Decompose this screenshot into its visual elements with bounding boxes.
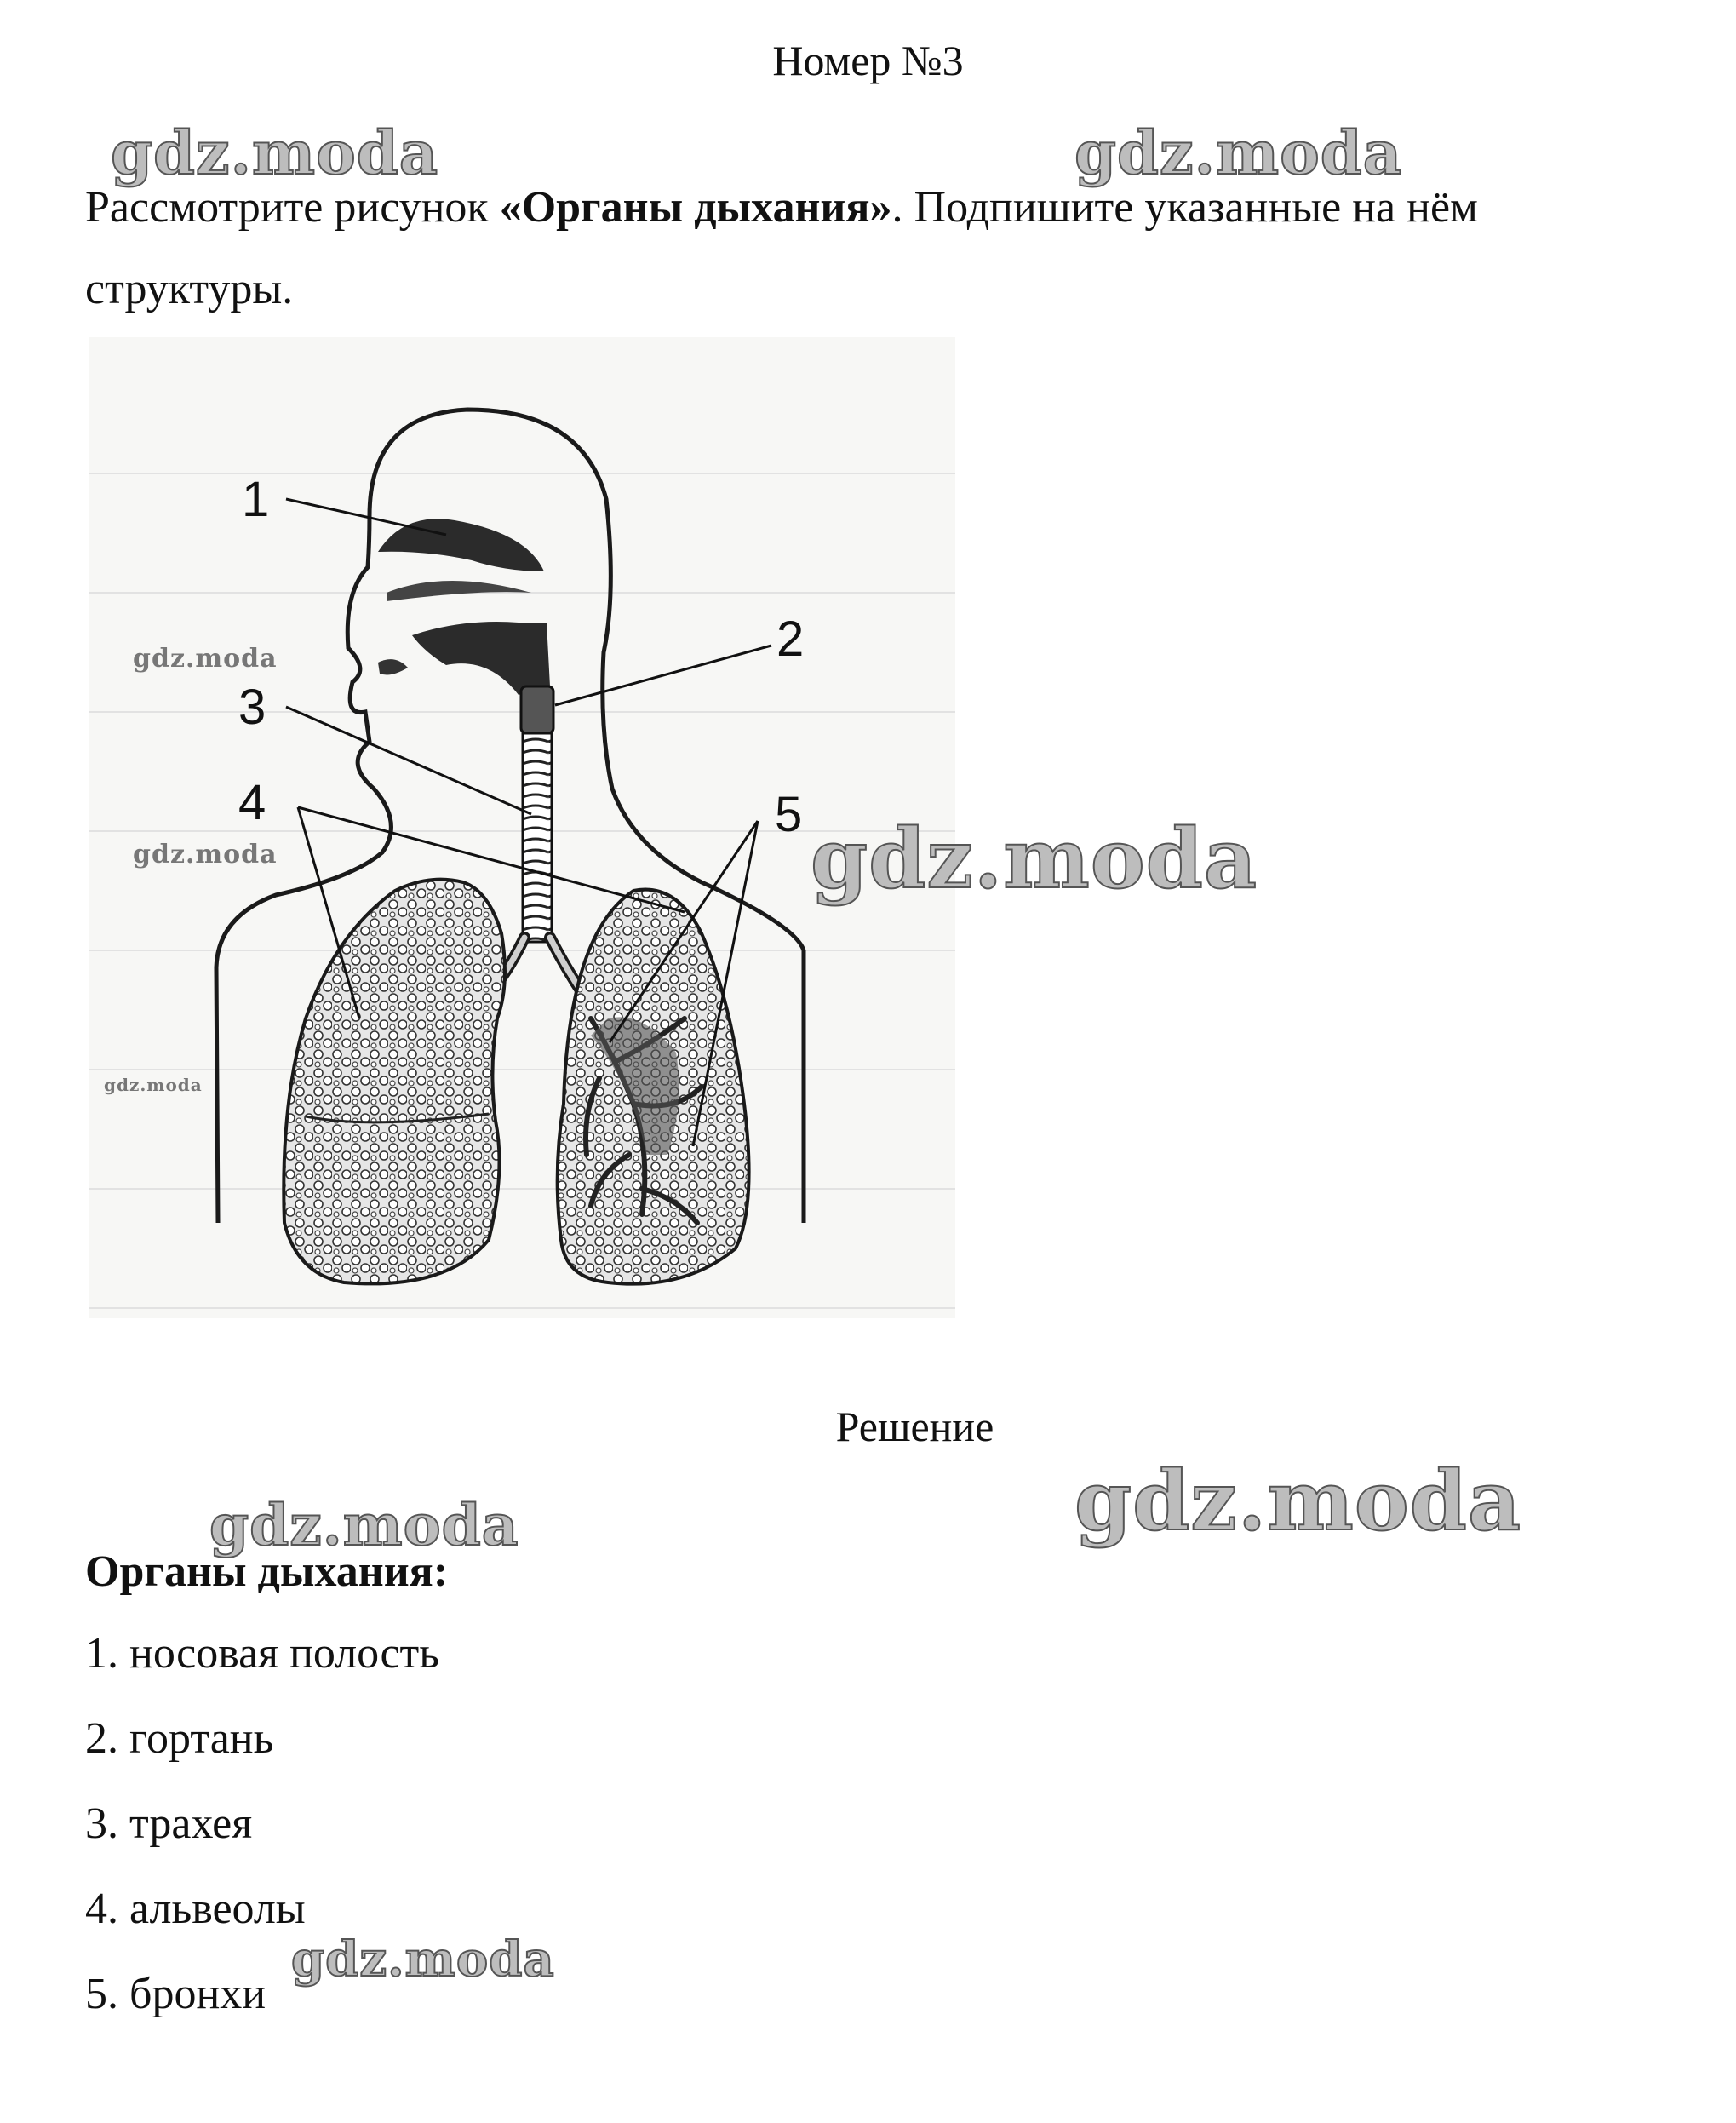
- answer-list: [85, 1628, 439, 2054]
- watermark: gdz.moda: [1074, 1453, 1522, 1549]
- task-text-before: Рассмотрите рисунок: [85, 183, 500, 232]
- watermark: gdz.moda: [133, 644, 278, 674]
- watermark: gdz.moda: [104, 1075, 203, 1095]
- watermark: gdz.moda: [133, 840, 278, 869]
- mouth-shape: [378, 659, 408, 674]
- watermark: gdz.moda: [111, 118, 439, 188]
- figure-label-1: 1: [242, 472, 270, 527]
- watermark: gdz.moda: [291, 1931, 555, 1988]
- answer-item-5: 5. бронхи: [85, 1970, 266, 2018]
- answer-item-2: 2. гортань: [85, 1714, 274, 1763]
- answer-item-1: 1. носовая полость: [85, 1629, 439, 1678]
- pharynx-shape: [412, 622, 550, 695]
- nasal-cavity-shape: [378, 519, 544, 571]
- trachea-shape: [523, 733, 552, 942]
- solution-title: Решение: [835, 1403, 994, 1450]
- palate-shape: [387, 581, 531, 601]
- figure-label-5: 5: [775, 787, 803, 842]
- figure-label-4: 4: [238, 775, 266, 830]
- page-title: Номер №3: [772, 37, 964, 84]
- answer-item-4: 4. альвеолы: [85, 1885, 306, 1933]
- lung-left: [284, 880, 505, 1284]
- larynx-shape: [521, 686, 553, 733]
- watermark: gdz.moda: [1074, 118, 1403, 188]
- figure-label-3: 3: [238, 680, 266, 735]
- answer-heading: Органы дыхания:: [85, 1547, 449, 1596]
- figure-label-2: 2: [776, 611, 805, 667]
- answer-item-3: 3. трахея: [85, 1799, 253, 1848]
- task-text-after: . Подпишите указанные на нём структуры.: [85, 183, 1478, 313]
- watermark: gdz.moda: [811, 811, 1258, 907]
- watermark: gdz.moda: [209, 1492, 519, 1558]
- task-text-bold: «Органы дыхания»: [499, 183, 892, 232]
- task-text: [85, 167, 1686, 330]
